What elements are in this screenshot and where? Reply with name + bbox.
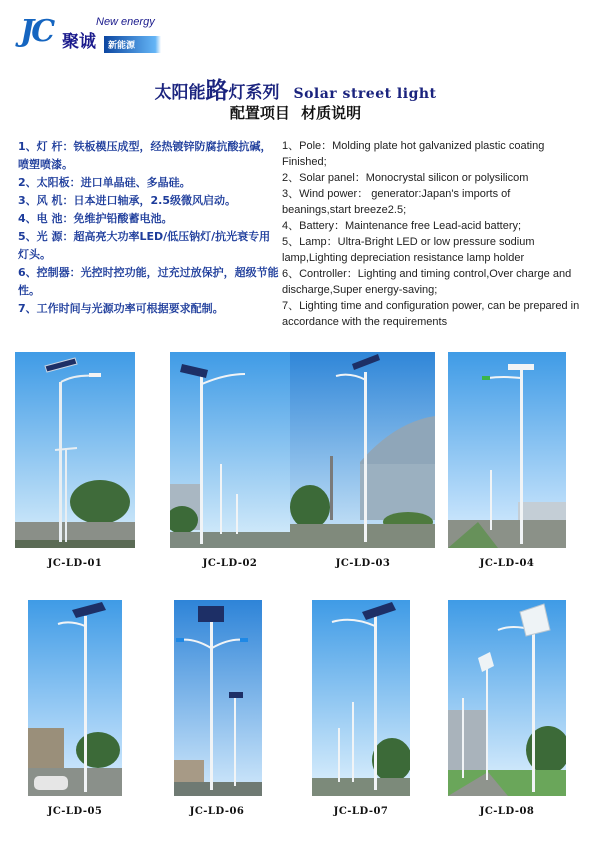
product-model-label: JC-LD-01 (47, 558, 103, 569)
brand-name-en: New energy (96, 16, 155, 28)
config-item-cn: 5、光 源：超高亮大功率LED/低压钠灯/抗光衰专用灯头。 (18, 230, 271, 261)
config-list-cn (18, 138, 280, 318)
logo-mark: JC (20, 14, 53, 49)
config-item-en: 2、Solar panel：Monocrystal silicon or polysilicom (282, 172, 529, 184)
config-list-en (282, 138, 582, 330)
config-item-cn: 2、太阳板：进口单晶硅、多晶硅。 (18, 176, 191, 189)
config-item-cn: 4、电 池：免维护铅酸蓄电池。 (18, 212, 173, 225)
config-item-cn: 3、风 机：日本进口轴承，2.5级微风启动。 (18, 194, 236, 207)
product-photo-jc-ld-08 (448, 600, 566, 796)
product-photo-jc-ld-02 (170, 352, 290, 548)
title-en: Solar street light (293, 86, 437, 102)
title-cn-after: 灯系列 (228, 83, 280, 103)
product-photo-jc-ld-04 (448, 352, 566, 548)
config-item-en: 1、Pole：Molding plate hot galvanized plastic coating Finished; (282, 140, 545, 168)
config-item-cn: 1、灯 杆：铁板模压成型，经热镀锌防腐抗酸抗碱，喷塑喷漆。 (18, 140, 272, 171)
config-item-en: 5、Lamp：Ultra-Bright LED or low pressure sodium lamp,Lighting depreciation resistance lamp holder (282, 236, 535, 264)
product-photo-jc-ld-01 (15, 352, 135, 548)
config-item-en: 3、Wind power： generator:Japan's imports of beanings,start breeze2.5; (282, 188, 511, 216)
brand-logo (20, 12, 200, 52)
page-title (0, 72, 591, 105)
section-subtitle: 配置项目 材质说明 (229, 104, 362, 122)
product-photo-jc-ld-07 (312, 600, 410, 796)
product-photo-jc-ld-06 (174, 600, 262, 796)
product-model-label: JC-LD-02 (202, 558, 258, 569)
title-cn-big: 路 (205, 77, 229, 104)
product-model-label: JC-LD-04 (479, 558, 535, 569)
product-model-label: JC-LD-05 (47, 806, 103, 817)
brand-name-cn: 聚诚 (62, 32, 96, 52)
product-model-label: JC-LD-07 (333, 806, 389, 817)
product-photo-jc-ld-05 (28, 600, 122, 796)
brand-badge: 新能源 (104, 36, 161, 53)
product-photo-jc-ld-03 (290, 352, 435, 548)
product-model-label: JC-LD-08 (479, 806, 535, 817)
config-item-en: 4、Battery：Maintenance free Lead-acid battery; (282, 220, 522, 232)
config-item-en: 6、Controller：Lighting and timing control,Over charge and discharge,Super energy-saving; (282, 268, 572, 296)
product-model-label: JC-LD-03 (335, 558, 391, 569)
config-item-cn: 6、控制器：光控时控功能，过充过放保护，超级节能性。 (18, 266, 279, 297)
config-item-cn: 7、工作时间与光源功率可根据要求配制。 (18, 302, 224, 315)
title-cn (154, 77, 280, 104)
product-model-label: JC-LD-06 (189, 806, 245, 817)
title-cn-before: 太阳能 (154, 83, 206, 103)
config-item-en: 7、Lighting time and configuration power, can be prepared in accordance with the requirements (282, 300, 580, 328)
